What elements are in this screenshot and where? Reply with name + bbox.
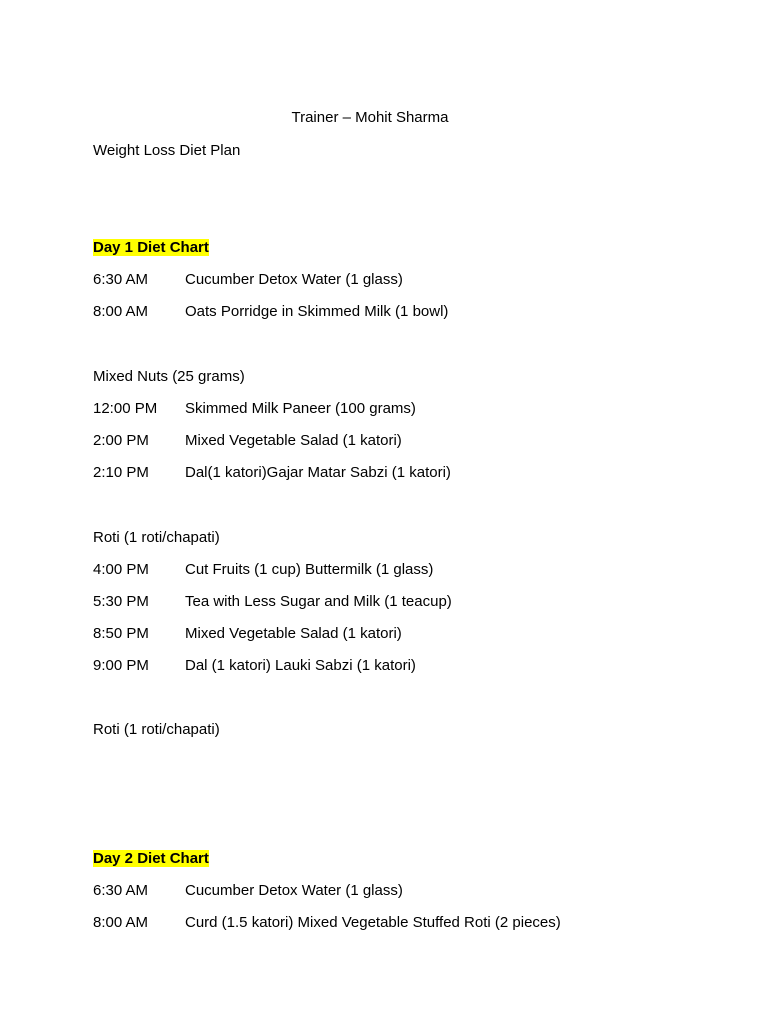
day1-heading-line — [93, 238, 209, 258]
row-time: 12:00 PM — [93, 400, 158, 417]
row-time: 9:00 PM — [93, 657, 149, 674]
schedule-row — [93, 399, 416, 419]
row-time: 2:10 PM — [93, 464, 149, 481]
row-item: Mixed Vegetable Salad (1 katori) — [185, 625, 402, 642]
schedule-row — [93, 913, 561, 933]
day1-heading: Day 1 Diet Chart — [93, 239, 209, 256]
row-item: Curd (1.5 katori) Mixed Vegetable Stuffed Roti (2 pieces) — [185, 914, 561, 931]
trainer-name: Trainer – Mohit Sharma — [291, 109, 449, 126]
row-time: 6:30 AM — [93, 271, 149, 288]
schedule-row — [93, 270, 403, 290]
day2-heading: Day 2 Diet Chart — [93, 850, 209, 867]
row-time: 2:00 PM — [93, 432, 149, 449]
row-time: 6:30 AM — [93, 882, 149, 899]
note-line: Roti (1 roti/chapati) — [93, 529, 220, 546]
schedule-row — [93, 463, 451, 483]
row-time: 8:50 PM — [93, 625, 149, 642]
note-line: Mixed Nuts (25 grams) — [93, 368, 245, 385]
row-time: 5:30 PM — [93, 593, 149, 610]
schedule-row — [93, 431, 402, 451]
row-item: Dal(1 katori)Gajar Matar Sabzi (1 katori) — [185, 464, 451, 481]
day2-heading-line — [93, 849, 209, 869]
row-item: Cut Fruits (1 cup) Buttermilk (1 glass) — [185, 561, 434, 578]
schedule-row — [93, 656, 416, 676]
row-item: Cucumber Detox Water (1 glass) — [185, 271, 403, 288]
schedule-row — [93, 624, 402, 644]
row-item: Skimmed Milk Paneer (100 grams) — [185, 400, 416, 417]
row-item: Cucumber Detox Water (1 glass) — [185, 882, 403, 899]
row-time: 8:00 AM — [93, 914, 149, 931]
row-item: Mixed Vegetable Salad (1 katori) — [185, 432, 402, 449]
schedule-row — [93, 560, 433, 580]
row-item: Tea with Less Sugar and Milk (1 teacup) — [185, 593, 452, 610]
note-line: Roti (1 roti/chapati) — [93, 721, 220, 738]
schedule-row — [93, 592, 452, 612]
schedule-row — [93, 881, 403, 901]
plan-title: Weight Loss Diet Plan — [93, 142, 241, 159]
row-item: Oats Porridge in Skimmed Milk (1 bowl) — [185, 303, 449, 320]
row-item: Dal (1 katori) Lauki Sabzi (1 katori) — [185, 657, 416, 674]
row-time: 8:00 AM — [93, 303, 149, 320]
schedule-row — [93, 302, 448, 322]
row-time: 4:00 PM — [93, 561, 149, 578]
